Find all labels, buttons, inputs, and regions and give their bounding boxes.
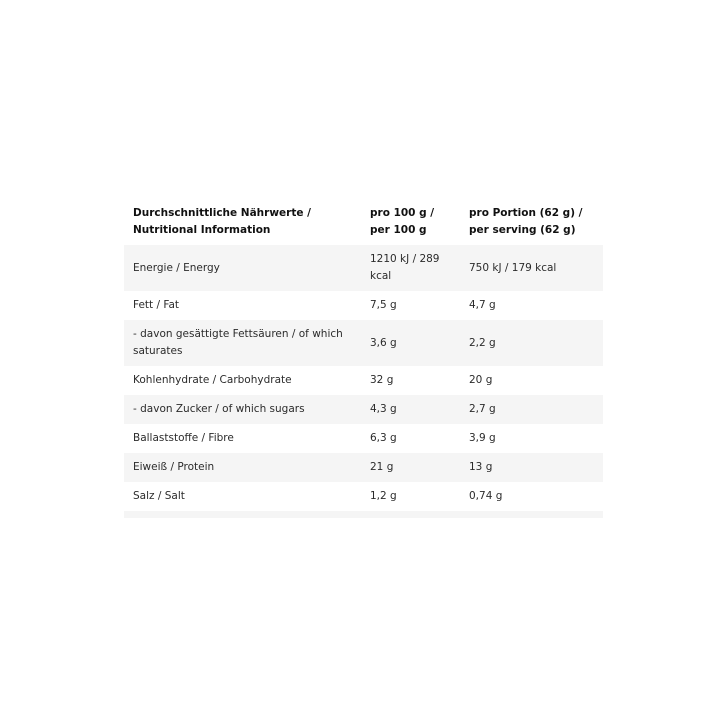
value-per-serving: 750 kJ / 179 kcal xyxy=(469,261,557,274)
header-nutrient: Durchschnittliche Nährwerte / Nutritional Information xyxy=(133,207,311,236)
nutrient-name: Kohlenhydrate / Carbohydrate xyxy=(133,374,292,386)
value-per-serving: 0,74 g xyxy=(469,490,503,502)
nutrition-facts-table xyxy=(124,198,603,518)
value-per-serving: 3,9 g xyxy=(469,432,496,444)
value-per-100g: 1210 kJ / 289 kcal xyxy=(370,253,440,282)
value-per-serving: 2,2 g xyxy=(469,336,496,349)
value-per-100g: 21 g xyxy=(370,461,394,473)
value-per-serving: 13 g xyxy=(469,461,493,473)
nutrient-name: Fett / Fat xyxy=(133,299,179,311)
table-row xyxy=(124,320,603,366)
value-per-100g: 3,6 g xyxy=(370,336,397,349)
nutrient-name: Energie / Energy xyxy=(133,261,220,274)
table-row xyxy=(124,395,603,424)
table-header-row xyxy=(124,198,603,245)
nutrient-name: - davon gesättigte Fettsäuren / of which saturates xyxy=(133,328,343,357)
value-per-100g: 7,5 g xyxy=(370,299,397,311)
value-per-100g: 4,3 g xyxy=(370,403,397,415)
value-per-100g: 32 g xyxy=(370,374,394,386)
table-row xyxy=(124,453,603,482)
table-bottom-spacer xyxy=(124,511,603,518)
table-bottom-stripe xyxy=(124,511,603,518)
value-per-serving: 2,7 g xyxy=(469,403,496,415)
nutrient-name: Eiweiß / Protein xyxy=(133,461,215,473)
nutrient-name: Ballaststoffe / Fibre xyxy=(133,432,234,444)
header-per-100g: pro 100 g / per 100 g xyxy=(370,207,435,236)
table-row xyxy=(124,424,603,453)
nutrient-name: Salz / Salt xyxy=(133,490,185,502)
value-per-100g: 1,2 g xyxy=(370,490,397,502)
value-per-serving: 20 g xyxy=(469,374,493,386)
table-row xyxy=(124,366,603,395)
table-row xyxy=(124,245,603,291)
value-per-100g: 6,3 g xyxy=(370,432,397,444)
nutrient-name: - davon Zucker / of which sugars xyxy=(133,403,305,415)
header-per-serving: pro Portion (62 g) / per serving (62 g) xyxy=(469,207,583,236)
table-row xyxy=(124,291,603,320)
table-row xyxy=(124,482,603,511)
value-per-serving: 4,7 g xyxy=(469,299,496,311)
